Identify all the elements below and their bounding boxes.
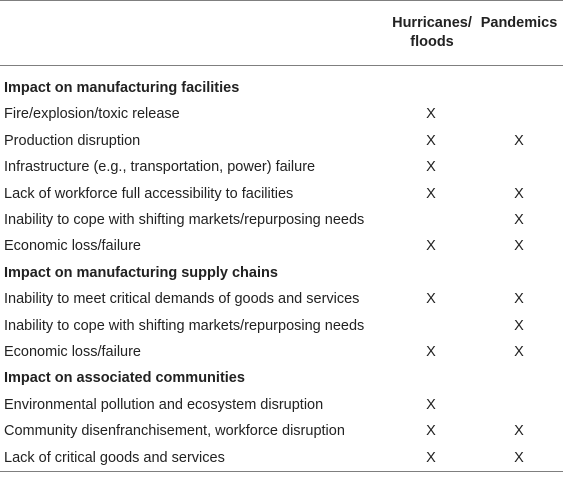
pandemics-mark: X [514,133,524,149]
pandemics-mark: X [514,318,524,334]
row-label: Fire/explosion/toxic release [4,106,180,122]
column-header-pandemics [476,14,562,33]
pandemics-mark: X [514,344,524,360]
table-top-rule [0,0,563,1]
row-label: Inability to meet critical demands of goods and services [4,291,360,307]
section-heading: Impact on associated communities [4,370,245,386]
row-label: Inability to cope with shifting markets/repurposing needs [4,212,365,228]
hurricanes-mark: X [426,423,436,439]
row-label: Lack of workforce full accessibility to facilities [4,186,294,202]
hurricanes-mark: X [426,238,436,254]
row-label: Production disruption [4,133,141,149]
hurricanes-mark: X [426,397,436,413]
row-label: Economic loss/failure [4,238,141,254]
column-header-pandemics-line1: Pandemics [480,15,558,31]
pandemics-mark: X [514,423,524,439]
pandemics-mark: X [514,212,524,228]
pandemics-mark: X [514,238,524,254]
hurricanes-mark: X [426,344,436,360]
hurricanes-mark: X [426,186,436,202]
column-header-hurricanes-line2: floods [410,34,454,50]
hurricanes-mark: X [426,106,436,122]
row-label: Environmental pollution and ecosystem disruption [4,397,324,413]
row-label: Infrastructure (e.g., transportation, power) failure [4,159,316,175]
table-bottom-rule [0,471,563,472]
hurricanes-mark: X [426,159,436,175]
section-heading: Impact on manufacturing supply chains [4,265,278,281]
hurricanes-mark: X [426,291,436,307]
row-label: Community disenfranchisement, workforce disruption [4,423,345,439]
column-header-hurricanes [384,14,480,52]
pandemics-mark: X [514,186,524,202]
section-heading: Impact on manufacturing facilities [4,80,240,96]
hurricanes-mark: X [426,133,436,149]
row-label: Lack of critical goods and services [4,450,225,466]
row-label: Economic loss/failure [4,344,141,360]
pandemics-mark: X [514,450,524,466]
hurricanes-mark: X [426,450,436,466]
row-label: Inability to cope with shifting markets/repurposing needs [4,318,365,334]
pandemics-mark: X [514,291,524,307]
header-rule [0,65,563,66]
column-header-hurricanes-line1: Hurricanes/ [392,15,472,31]
